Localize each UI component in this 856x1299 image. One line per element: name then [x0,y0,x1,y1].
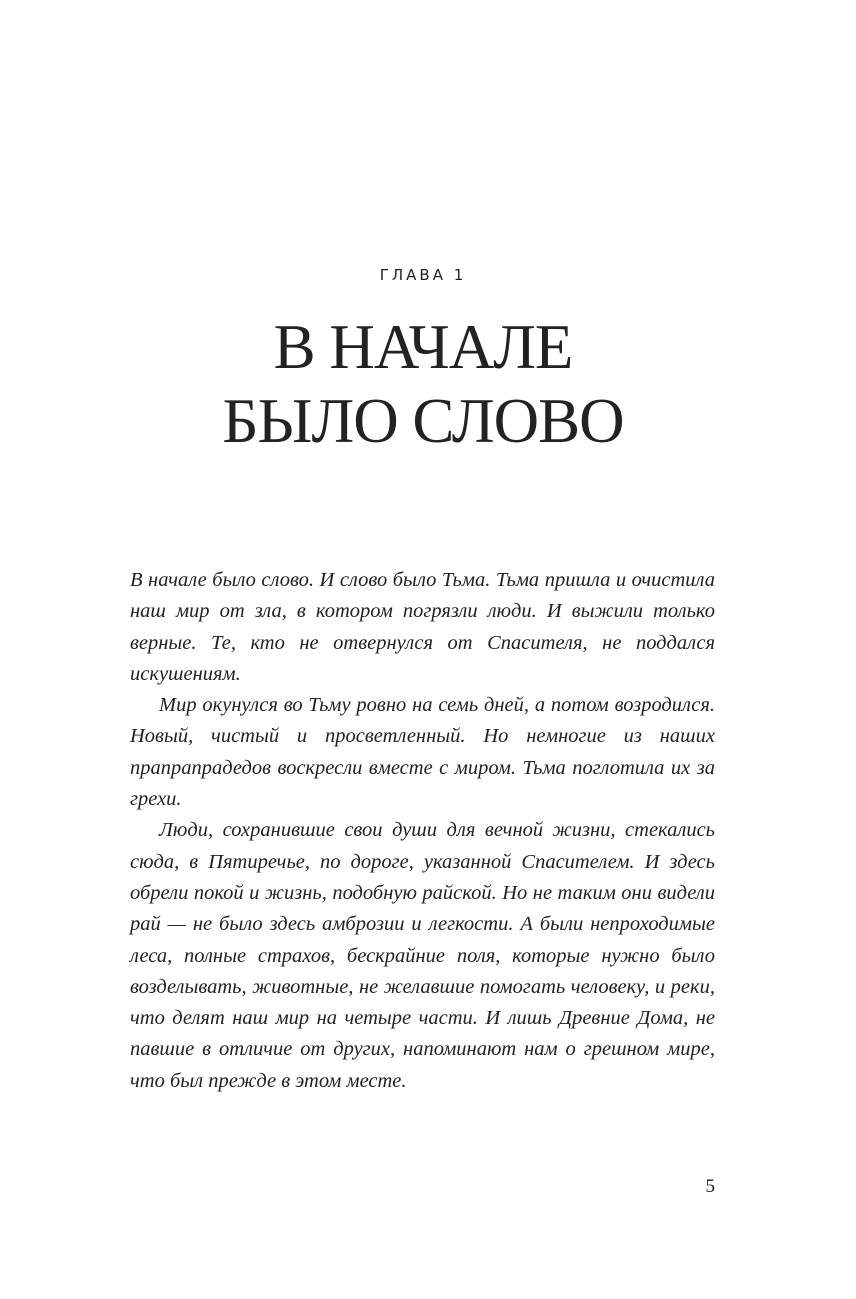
chapter-label: ГЛАВА 1 [379,266,467,284]
paragraph-2: Мир окунулся во Тьму ровно на семь дней, а потом возродился. Новый, чистый и просветленный. Но немногие из наших прапрапрадедов воскресли вместе с миром. Тьма поглотила их за грехи. [130,694,715,811]
paragraph-1: В начале было слово. И слово было Тьма. Тьма пришла и очистила наш мир от зла, в котором погрязли люди. И выжили только верные. Те, кто не отвернулся от Спасителя, не поддался искушениям. [130,569,715,685]
chapter-title-line-1: В НАЧАЛЕ [273,312,573,382]
chapter-title [0,310,846,458]
page-number: 5 [705,1176,715,1197]
chapter-body [130,565,715,1097]
chapter-title-line-2: БЫЛО СЛОВО [222,386,624,456]
paragraph-3: Люди, сохранившие свои души для вечной жизни, стекались сюда, в Пятиречье, по дороге, указанной Спасителем. И здесь обрели покой и жизнь, подобную райской. Но не таким они видели рай — не было здесь амброзии и легкости. А были непроходимые леса, полные страхов, бескрайние поля, которые нужно было возделывать, животные, не желавшие помогать человеку, и реки, что делят наш мир на четыре части. И лишь Древние Дома, не павшие в отличие от других, напоминают нам о грешном мире, что был прежде в этом месте. [130,819,715,1092]
